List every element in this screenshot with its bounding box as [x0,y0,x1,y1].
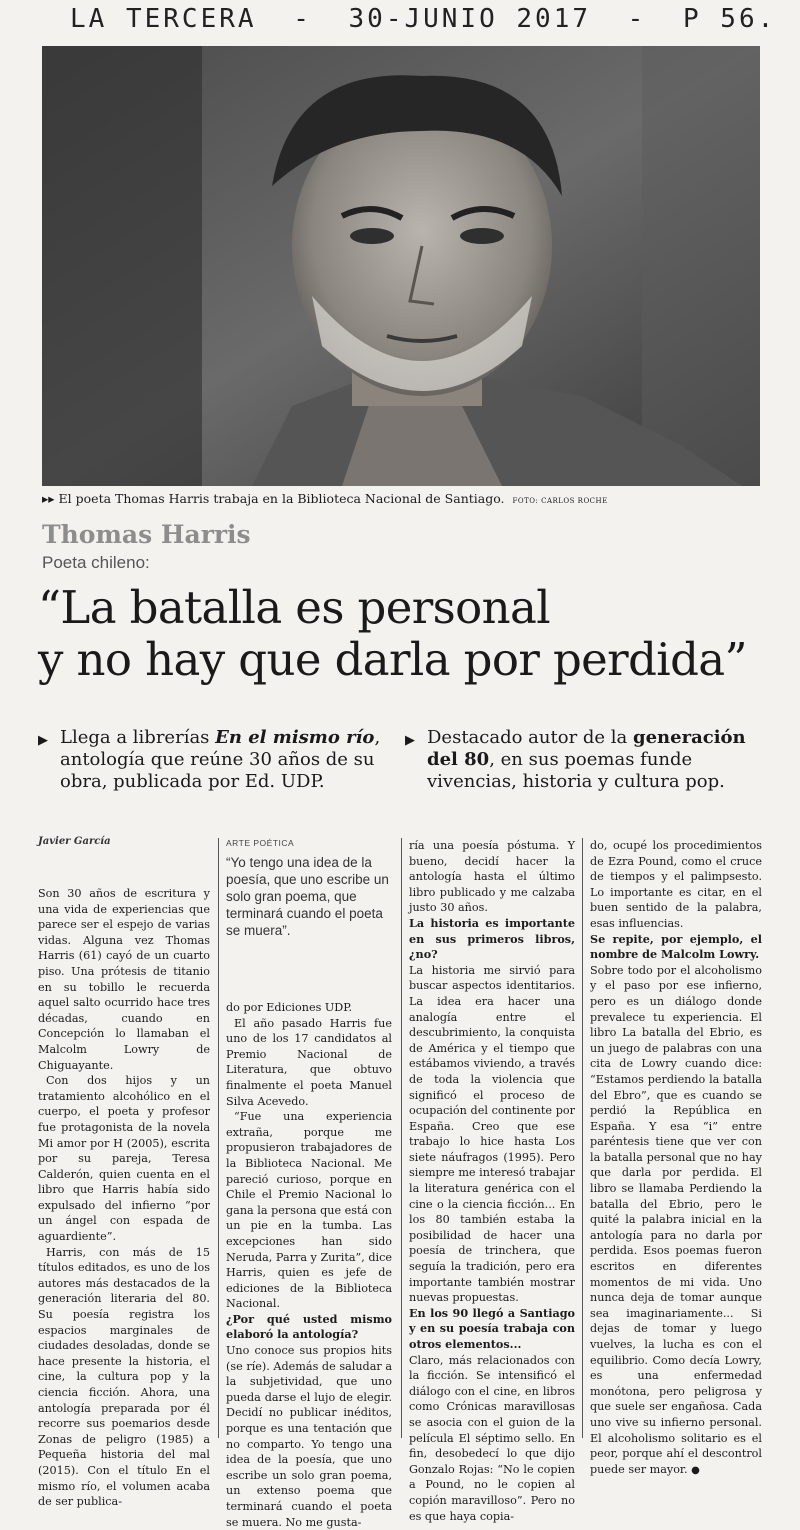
handwritten-page: P 56. [682,4,777,34]
handwritten-date: 30-JUNIO 2017 [348,4,592,34]
paragraph: La historia me sirvió para buscar aspectos identitarios. La idea era hacer una analogía entre el descubrimiento, la conquista de América y el tiempo que estábamos viviendo, a través de toda la violencia que significó el proceso de ocupación del continente por España. Creo que ese trabajo lo hice hasta Los siete náufragos (1995). Pero siempre me interesó trabajar la literatura genérica con el cine o la ciencia ficción... En los 80 también estaba la posibilidad de hacer una poesía de trinchera, que seguía la tradición, pero era importante también mostrar nuevas propuestas. [409,963,575,1305]
paragraph [590,963,762,1479]
body-column-4 [590,838,762,1478]
paragraph-text: Sobre todo por el alcoholismo y el paso por ese infierno, pero es un diálogo donde prevalece tu experiencia. El libro La batalla del Ebrio, es un juego de palabras con una cita de Lowry cuando dice: “Estamos perdiendo la batalla del Ebro”, que es cuando se perdió la República en España. Y esa “i” entre paréntesis tiene que ver con la batalla personal que no hay que darla por perdida. El libro se llamaba Perdiendo la batalla del Ebrio, pero le quité la palabra inicial en la antología para no darla por perdida. Esos poemas fueron escritos en diferentes momentos de mi vida. Uno nunca deja de tomar aunque sea imaginariamente... Si dejas de tomar y luego vuelves, la lucha es con el equilibrio. Como decía Lowry, es una enfermedad monótona, pero peligrosa y que suele ser engañosa. Cada uno vive su infierno personal. El alcoholismo solitario es el peor, porque ahí el descontrol puede ser mayor. [590,963,762,1476]
photo-credit: FOTO: CARLOS ROCHE [512,497,608,505]
body-column-1 [38,886,210,1510]
paragraph: Harris, con más de 15 títulos editados, es uno de los autores más destacados de la generación literaria del 80. Su poesía registra los espacios marginales de ciudades desoladas, donde se hace presente la historia, el cine, la cultura pop y la ciencia ficción. Ahora, una antología preparada por él recorre sus poemarios desde Zonas de peligro (1985) a Pequeña historia del mal (2015). Con el título En el mismo río, el volumen acaba de ser publica- [38,1245,210,1509]
interview-question: Se repite, por ejemplo, el nombre de Malcolm Lowry. [590,931,762,962]
triangle-bullet-icon: ▶ [38,733,48,748]
section-label: ARTE POÉTICA [226,838,295,848]
column-divider [218,838,219,1438]
interview-question: En los 90 llegó a Santiago y en su poesía trabaja con otros elementos... [409,1305,575,1351]
deck-item-2 [405,727,750,793]
paragraph: Uno conoce sus propios hits (se ríe). Además de saludar a la subjetividad, que uno pueda darse el lujo de elegir. Decidí no publicar inéditos, porque es una tentación que no comparto. Yo tengo una idea de la poesía, que uno escribe un solo gran poema, un extenso poema que terminará cuando el poeta se muera. No me gusta- [226,1344,392,1529]
paragraph: do, ocupé los procedimientos de Ezra Pound, como el cruce de tiempos y el palimpsesto. Lo importante es citar, en el buen sentido de la palabra, esas influencias. [590,839,762,930]
deck-highlight: generación del 80 [427,727,746,770]
headline [38,582,778,686]
deck-text: Llega a librerías [60,727,216,748]
pull-quote: “Yo tengo una idea de la poesía, que uno escribe un solo gran poema, que terminará cuando el poeta se muera”. [226,855,389,938]
portrait-illustration [42,46,760,486]
paragraph: El año pasado Harris fue uno de los 17 candidatos al Premio Nacional de Literatura, que obtuvo finalmente el poeta Manuel Silva Acevedo. [226,1016,392,1108]
interviewee-name: Thomas Harris [42,520,251,549]
caption-text: El poeta Thomas Harris trabaja en la Biblioteca Nacional de Santiago. [58,491,505,506]
column-divider [401,838,402,1438]
body-column-2 [226,1000,392,1530]
article-photo [42,46,760,486]
byline: Javier García [38,836,111,847]
headline-line-2: y no hay que darla por perdida” [38,633,747,686]
paragraph: ría una poesía póstuma. Y bueno, decidí hacer la antología hasta el último libro publicado y me calzaba justo 30 años. [409,839,575,915]
deck-text: , antología que reúne 30 años de su obra, publicada por Ed. UDP. [60,727,381,792]
body-column-3 [409,838,575,1524]
paragraph: Son 30 años de escritura y una vida de experiencias que parece ser el espejo de varias vidas. Alguna vez Thomas Harris (61) cayó de un cuarto piso. Una prótesis de titanio en su tobillo le recuerda aquel salto ocurrido hace tres décadas, cuando en Concepción lo llamaban el Malcolm Lowry de Chiguayante. [38,887,210,1072]
end-of-article-icon: ● [691,1464,700,1476]
headline-line-1: “La batalla es personal [38,581,551,634]
photo-caption [42,491,762,506]
interview-question: La historia es importante en sus primeros libros, ¿no? [409,915,575,962]
column-divider [582,838,583,1438]
handwritten-paper-name: LA TERCERA [70,4,257,34]
book-title: En el mismo río [215,727,375,748]
deck-item-1 [38,727,383,793]
deck-text: , en sus poemas funde vivencias, historia y cultura pop. [427,749,725,792]
paragraph: Con dos hijos y un tratamiento alcohólico en el cuerpo, el poeta y profesor fue protagonista de la novela Mi amor por H (2005), escrita por su pareja, Teresa Calderón, quien cuenta en el libro que Harris había sido expulsado del infierno “por un ángel con espada de aguardiente”. [38,1074,210,1244]
interviewee-title: Poeta chileno: [42,553,150,572]
caption-marker: ▸▸ [42,491,55,506]
paragraph: “Fue una experiencia extraña, porque me propusieron trabajadores de la Biblioteca Nacional. Me pareció curioso, porque en Chile el Premio Nacional lo gana la persona que está con un pie en la tumba. Las excepciones han sido Neruda, Parra y Zurita”, dice Harris, quien es jefe de ediciones de la Biblioteca Nacional. [226,1110,392,1311]
clipping-handwritten-note: LA TERCERA - 30-JUNIO 2017 - P 56. [70,4,777,34]
paragraph: Claro, más relacionados con la ficción. Se intensificó el diálogo con el cine, en libros como Crónicas maravillosas se asocia con el guion de la película El séptimo sello. En fin, desobedecí lo que dijo Gonzalo Rojas: “No le copien a Pound, no le copien al copión maravilloso”. Pero no es que haya copia- [409,1353,575,1523]
triangle-bullet-icon: ▶ [405,733,415,748]
interview-question: ¿Por qué usted mismo elaboró la antología? [226,1311,392,1342]
paragraph: do por Ediciones UDP. [226,1001,353,1014]
deck-text: Destacado autor de la [427,727,634,748]
